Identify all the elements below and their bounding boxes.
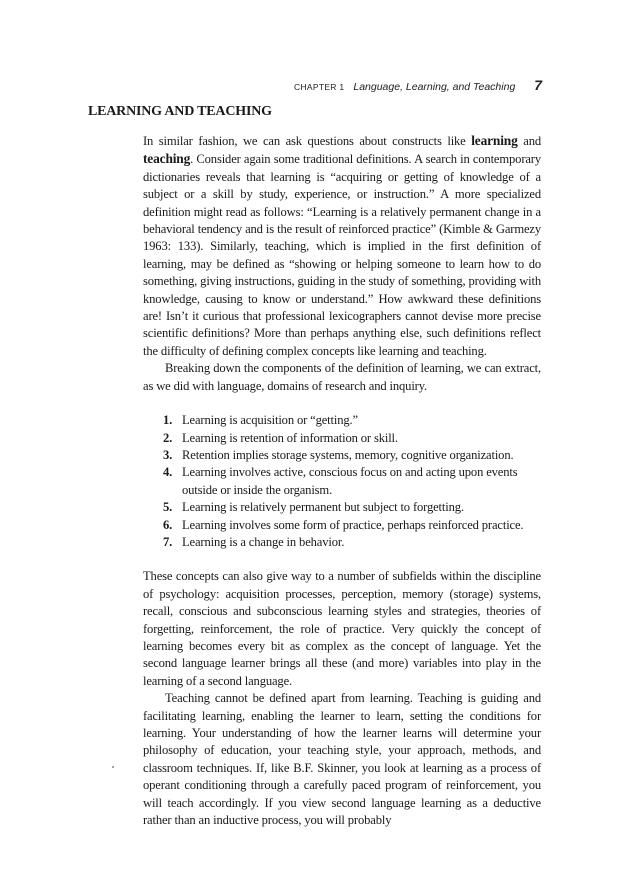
chapter-title: Language, Learning, and Teaching	[353, 81, 516, 93]
list-number: 1.	[163, 413, 173, 428]
list-text: Learning involves active, conscious focus on and acting upon events outside or inside the organism.	[182, 465, 518, 497]
stray-mark	[112, 766, 114, 768]
list-item	[163, 464, 541, 499]
paragraph	[143, 132, 541, 360]
list-number: 2.	[163, 430, 173, 445]
list-text: Learning is acquisition or “getting.”	[182, 413, 358, 428]
list-number: 4.	[163, 465, 173, 480]
list-number: 5.	[163, 500, 173, 515]
list-item	[163, 447, 541, 464]
section-heading: LEARNING AND TEACHING	[88, 104, 272, 119]
paragraph: Teaching cannot be defined apart from learning. Teaching is guiding and facilitating learning, enabling the learner to learn, setting the conditions for learning. Your understanding of how the learner learns will determine your philosophy of education, your teaching style, your approach, methods, and classroom techniques. If, like B.F. Skinner, you look at learning as a process of operant conditioning through a carefully paced program of reinforcement, you will teach accordingly. If you view second language learning as a deductive rather than an inductive process, you will probably	[143, 691, 541, 828]
list-number: 6.	[163, 517, 173, 532]
body-text	[143, 132, 541, 829]
page-number: 7	[534, 77, 542, 93]
paragraph: These concepts can also give way to a number of subfields within the discipline of psychology: acquisition processes, perception, memory (storage) systems, recall, conscious and subconscious learning styles and strategies, theories of forgetting, reinforcement, the role of practice. Very quickly the concept of learning becomes every bit as complex as the concept of language. Yet the second language learner brings all these (and more) variables into play in the learning of a second language.	[143, 569, 541, 688]
numbered-list	[163, 412, 541, 551]
list-text: Retention implies storage systems, memory, cognitive organization.	[182, 447, 514, 462]
list-item	[163, 412, 541, 429]
text-run: . Consider again some traditional definitions. A search in contemporary dictionaries reveals that learning is “acquiring or getting of knowledge of a subject or a skill by study, experience, or instruction.” A more specialized definition might read as follows: “Learning is a relatively permanent change in a behavioral tendency and is the result of reinforced practice” (Kimble & Garmezy 1963: 133). Similarly, teaching, which is implied in the first definition of learning, may be defined as “showing or helping someone to learn how to do something, giving instructions, guiding in the study of something, providing with knowledge, causing to know or understand.” How awkward these definitions are! Isn’t it curious that professional lexicographers cannot devise more precise scientific definitions? More than perhaps anything else, such definitions reflect the difficulty of defining complex concepts like learning and teaching.	[143, 152, 541, 358]
paragraph: Breaking down the components of the definition of learning, we can extract, as we did with language, domains of research and inquiry.	[143, 361, 541, 393]
list-text: Learning is a change in behavior.	[182, 534, 345, 549]
list-number: 7.	[163, 534, 173, 549]
running-header	[294, 77, 542, 93]
term-teaching: teaching	[143, 151, 191, 167]
text-run: and	[517, 134, 541, 148]
text-run: In similar fashion, we can ask questions about constructs like	[143, 134, 472, 148]
list-item	[163, 534, 541, 551]
list-item	[163, 430, 541, 447]
term-learning: learning	[471, 133, 518, 148]
chapter-label: CHAPTER 1	[294, 82, 345, 92]
list-text: Learning involves some form of practice, perhaps reinforced practice.	[182, 517, 524, 532]
list-number: 3.	[163, 447, 173, 462]
list-item	[163, 517, 541, 534]
list-text: Learning is relatively permanent but subject to forgetting.	[182, 500, 464, 515]
list-item	[163, 499, 541, 516]
list-text: Learning is retention of information or skill.	[182, 430, 398, 445]
